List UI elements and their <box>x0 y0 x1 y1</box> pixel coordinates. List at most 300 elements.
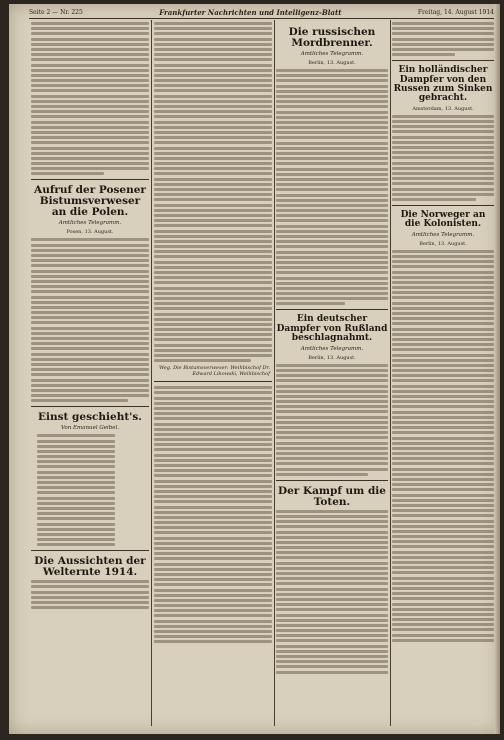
text-line <box>37 445 115 448</box>
text-line <box>154 480 272 483</box>
text-line <box>276 230 388 233</box>
headline-dampfer: Ein deutscher Dampfer von Rußland beschlagnahmt. <box>276 314 388 344</box>
column-rule <box>274 20 275 726</box>
text-line <box>154 599 272 602</box>
text-line <box>31 358 149 361</box>
text-line <box>31 259 149 262</box>
text-line <box>276 452 388 455</box>
text-line <box>392 364 494 367</box>
text-line <box>392 125 494 128</box>
text-line <box>276 598 388 601</box>
text-line <box>276 442 388 445</box>
text-line <box>392 265 494 268</box>
text-line <box>37 450 115 453</box>
text-line <box>276 390 388 393</box>
text-line <box>392 509 494 512</box>
text-line <box>392 333 494 336</box>
text-line <box>392 136 494 139</box>
text-line <box>31 110 149 113</box>
text-line <box>154 402 272 405</box>
text-line <box>276 240 388 243</box>
text-line <box>154 292 272 295</box>
text-line <box>392 151 494 154</box>
text-line <box>392 525 494 528</box>
text-line <box>276 209 388 212</box>
text-line <box>276 457 388 460</box>
text-line <box>392 400 494 403</box>
text-line <box>31 316 149 319</box>
text-line <box>154 589 272 592</box>
text-line <box>392 561 494 564</box>
text-line <box>154 266 272 269</box>
text-line <box>392 468 494 471</box>
text-line <box>31 141 149 144</box>
text-line <box>392 27 494 30</box>
text-line <box>154 121 272 124</box>
text-line <box>154 614 272 617</box>
text-line <box>392 535 494 538</box>
text-line <box>154 193 272 196</box>
text-line <box>276 225 388 228</box>
text-line <box>154 204 272 207</box>
text-line <box>276 468 388 471</box>
text-line <box>154 454 272 457</box>
text-line <box>154 115 272 118</box>
text-line <box>154 583 272 586</box>
text-line <box>276 603 388 606</box>
text-line <box>392 250 494 253</box>
text-line <box>154 74 272 77</box>
text-line <box>392 328 494 331</box>
text-line <box>154 162 272 165</box>
text-line <box>154 95 272 98</box>
text-line <box>31 136 149 139</box>
text-line <box>154 178 272 181</box>
text-line <box>392 354 494 357</box>
text-line <box>276 287 388 290</box>
text-line <box>154 506 272 509</box>
article-text <box>154 22 272 362</box>
text-line <box>392 374 494 377</box>
text-line <box>31 332 149 335</box>
text-line <box>392 457 494 460</box>
article-text <box>392 115 494 201</box>
article-text <box>276 69 388 305</box>
text-line <box>392 43 494 46</box>
text-line <box>154 459 272 462</box>
text-line <box>154 110 272 113</box>
text-line <box>154 131 272 134</box>
headline-posen: Aufruf der Posener Bistumsverweser an die Polen. <box>34 184 146 219</box>
text-line <box>154 22 272 25</box>
text-line <box>154 255 272 258</box>
text-line <box>276 152 388 155</box>
text-line <box>154 568 272 571</box>
text-line <box>392 571 494 574</box>
text-line <box>154 490 272 493</box>
headline-mordbrenner: Die russischen Mordbrenner. <box>288 26 376 50</box>
text-line <box>154 276 272 279</box>
text-line <box>392 431 494 434</box>
text-line <box>31 347 149 350</box>
text-line <box>154 328 272 331</box>
text-line <box>154 214 272 217</box>
text-line <box>154 397 272 400</box>
text-line <box>31 363 149 366</box>
text-line <box>392 597 494 600</box>
text-line <box>31 580 149 583</box>
text-line <box>276 536 388 539</box>
text-line <box>154 281 272 284</box>
text-line <box>154 547 272 550</box>
text-line <box>392 426 494 429</box>
text-line <box>154 428 272 431</box>
text-line <box>276 162 388 165</box>
text-line <box>392 22 494 25</box>
headline-einst-author: Von Emanuel Geibel. <box>60 425 120 432</box>
text-line <box>276 447 388 450</box>
text-line <box>392 608 494 611</box>
text-line <box>31 337 149 340</box>
text-line <box>276 655 388 658</box>
text-line <box>276 421 388 424</box>
text-line <box>276 157 388 160</box>
text-line <box>276 614 388 617</box>
text-line <box>31 368 149 371</box>
text-line <box>392 618 494 621</box>
text-line <box>154 386 272 389</box>
text-line <box>276 364 388 367</box>
text-line <box>392 156 494 159</box>
text-line <box>31 306 149 309</box>
text-line <box>276 588 388 591</box>
text-line <box>276 551 388 554</box>
text-line <box>154 318 272 321</box>
text-line <box>276 665 388 668</box>
text-line <box>31 105 149 108</box>
text-line <box>31 606 149 609</box>
text-line <box>31 290 149 293</box>
text-line <box>392 634 494 637</box>
text-line <box>392 613 494 616</box>
text-line <box>31 152 149 155</box>
dateline-mordbrenner: Berlin, 13. August. <box>308 60 356 67</box>
divider <box>31 550 149 551</box>
text-line <box>276 436 388 439</box>
text-line <box>276 374 388 377</box>
text-line <box>154 625 272 628</box>
text-line <box>392 540 494 543</box>
text-line <box>276 168 388 171</box>
text-line <box>392 520 494 523</box>
text-line <box>154 27 272 30</box>
column-1 <box>31 22 149 728</box>
text-line <box>31 275 149 278</box>
text-line <box>154 100 272 103</box>
text-line <box>392 348 494 351</box>
text-line <box>37 491 115 494</box>
text-line <box>392 405 494 408</box>
text-line <box>392 291 494 294</box>
text-line <box>154 64 272 67</box>
headline-dampfer-sub: Amtliches Telegramm. <box>300 345 364 352</box>
text-line <box>392 146 494 149</box>
text-line <box>154 271 272 274</box>
text-line <box>154 58 272 61</box>
text-line <box>154 635 272 638</box>
text-line <box>392 198 476 201</box>
text-line <box>154 79 272 82</box>
text-line <box>276 562 388 565</box>
text-line <box>31 270 149 273</box>
dateline-dampfer: Berlin, 13. August. <box>308 354 356 361</box>
text-line <box>276 520 388 523</box>
text-line <box>276 379 388 382</box>
text-line <box>392 369 494 372</box>
text-line <box>154 412 272 415</box>
text-line <box>31 384 149 387</box>
text-line <box>276 126 388 129</box>
text-line <box>392 504 494 507</box>
text-line <box>31 43 149 46</box>
page-edge <box>494 4 500 734</box>
text-line <box>392 302 494 305</box>
text-line <box>392 442 494 445</box>
text-line <box>392 193 494 196</box>
text-line <box>37 455 115 458</box>
text-line <box>154 84 272 87</box>
text-line <box>276 245 388 248</box>
text-line <box>154 313 272 316</box>
text-line <box>276 235 388 238</box>
text-line <box>154 183 272 186</box>
text-line <box>276 385 388 388</box>
text-line <box>31 38 149 41</box>
divider <box>154 381 272 382</box>
text-line <box>154 297 272 300</box>
text-line <box>154 89 272 92</box>
text-line <box>31 172 104 175</box>
text-line <box>392 592 494 595</box>
text-line <box>392 587 494 590</box>
text-line <box>154 438 272 441</box>
text-line <box>154 495 272 498</box>
article-text <box>31 580 149 609</box>
text-line <box>392 338 494 341</box>
text-line <box>276 74 388 77</box>
text-line <box>31 238 149 241</box>
text-line <box>154 147 272 150</box>
text-line <box>154 250 272 253</box>
text-line <box>392 182 494 185</box>
text-line <box>276 473 368 476</box>
text-line <box>276 297 388 300</box>
signature-bistumsverweser: Weg. Die Bistumsverweser: Weihbischof Dr. Edward Likowski, Weihbischof <box>159 365 270 378</box>
text-line <box>154 287 272 290</box>
column-4 <box>392 22 494 728</box>
text-line <box>154 136 272 139</box>
dateline-hollaendisch: Amsterdam, 13. August. <box>412 105 474 112</box>
headline-mordbrenner-sub: Amtliches Telegramm. <box>300 51 364 58</box>
text-line <box>392 530 494 533</box>
text-line <box>392 312 494 315</box>
text-line <box>276 100 388 103</box>
text-line <box>154 417 272 420</box>
text-line <box>276 136 388 139</box>
text-line <box>154 443 272 446</box>
text-line <box>31 321 149 324</box>
text-line <box>154 126 272 129</box>
text-line <box>392 447 494 450</box>
text-line <box>392 343 494 346</box>
text-line <box>276 426 388 429</box>
text-line <box>276 572 388 575</box>
text-line <box>154 531 272 534</box>
text-line <box>276 116 388 119</box>
text-line <box>276 277 388 280</box>
divider <box>276 480 388 481</box>
text-line <box>276 90 388 93</box>
text-line <box>154 433 272 436</box>
text-line <box>392 188 494 191</box>
text-line <box>392 120 494 123</box>
text-line <box>276 219 388 222</box>
text-line <box>276 178 388 181</box>
text-line <box>392 628 494 631</box>
text-line <box>31 389 149 392</box>
text-line <box>276 79 388 82</box>
text-line <box>31 53 149 56</box>
text-line <box>392 462 494 465</box>
text-line <box>392 623 494 626</box>
text-line <box>276 395 388 398</box>
text-line <box>154 391 272 394</box>
text-line <box>392 317 494 320</box>
text-line <box>154 172 272 175</box>
text-line <box>154 152 272 155</box>
text-line <box>154 224 272 227</box>
headline-hollaendisch: Ein holländischer Dampfer von den Russen zum Sinken gebracht. <box>393 65 493 104</box>
text-line <box>154 552 272 555</box>
text-line <box>31 69 149 72</box>
text-line <box>392 437 494 440</box>
text-line <box>31 126 149 129</box>
text-line <box>31 379 149 382</box>
text-line <box>276 660 388 663</box>
text-line <box>37 538 115 541</box>
text-line <box>276 261 388 264</box>
text-line <box>276 515 388 518</box>
text-line <box>276 608 388 611</box>
text-line <box>31 84 149 87</box>
text-line <box>276 416 388 419</box>
text-line <box>276 147 388 150</box>
poem-text <box>31 434 149 546</box>
text-line <box>154 235 272 238</box>
text-line <box>392 551 494 554</box>
text-line <box>392 141 494 144</box>
text-line <box>276 292 388 295</box>
text-line <box>31 167 149 170</box>
text-line <box>276 256 388 259</box>
text-line <box>276 111 388 114</box>
text-line <box>154 167 272 170</box>
text-line <box>37 528 115 531</box>
text-line <box>392 416 494 419</box>
text-line <box>154 474 272 477</box>
text-line <box>392 32 494 35</box>
text-line <box>154 349 272 352</box>
divider <box>392 205 494 206</box>
text-line <box>154 516 272 519</box>
text-line <box>392 483 494 486</box>
text-line <box>392 411 494 414</box>
text-line <box>154 53 272 56</box>
text-line <box>276 183 388 186</box>
text-line <box>31 89 149 92</box>
text-line <box>154 240 272 243</box>
text-line <box>276 204 388 207</box>
text-line <box>37 471 115 474</box>
text-line <box>31 79 149 82</box>
text-line <box>31 27 149 30</box>
text-line <box>154 219 272 222</box>
text-line <box>154 526 272 529</box>
text-line <box>154 307 272 310</box>
text-line <box>276 85 388 88</box>
text-line <box>31 22 149 25</box>
text-line <box>154 485 272 488</box>
dateline-posen: Posen, 13. August. <box>66 229 114 236</box>
text-line <box>276 194 388 197</box>
divider <box>392 60 494 61</box>
text-line <box>154 105 272 108</box>
text-line <box>276 531 388 534</box>
text-line <box>37 497 115 500</box>
text-line <box>276 142 388 145</box>
text-line <box>154 209 272 212</box>
text-line <box>392 494 494 497</box>
text-line <box>276 639 388 642</box>
text-line <box>154 344 272 347</box>
article-text <box>154 386 272 643</box>
text-line <box>276 105 388 108</box>
text-line <box>276 69 388 72</box>
text-line <box>392 53 455 56</box>
text-line <box>154 620 272 623</box>
column-3 <box>276 22 388 728</box>
text-line <box>392 452 494 455</box>
text-line <box>31 394 149 397</box>
text-line <box>392 545 494 548</box>
text-line <box>154 500 272 503</box>
text-line <box>31 399 128 402</box>
text-line <box>276 302 345 305</box>
text-line <box>392 307 494 310</box>
text-line <box>276 619 388 622</box>
text-line <box>392 167 494 170</box>
text-line <box>392 556 494 559</box>
text-line <box>31 249 149 252</box>
text-line <box>31 280 149 283</box>
text-line <box>154 157 272 160</box>
text-line <box>392 566 494 569</box>
text-line <box>154 640 272 643</box>
text-line <box>392 385 494 388</box>
text-line <box>37 523 115 526</box>
text-line <box>392 473 494 476</box>
text-line <box>276 634 388 637</box>
